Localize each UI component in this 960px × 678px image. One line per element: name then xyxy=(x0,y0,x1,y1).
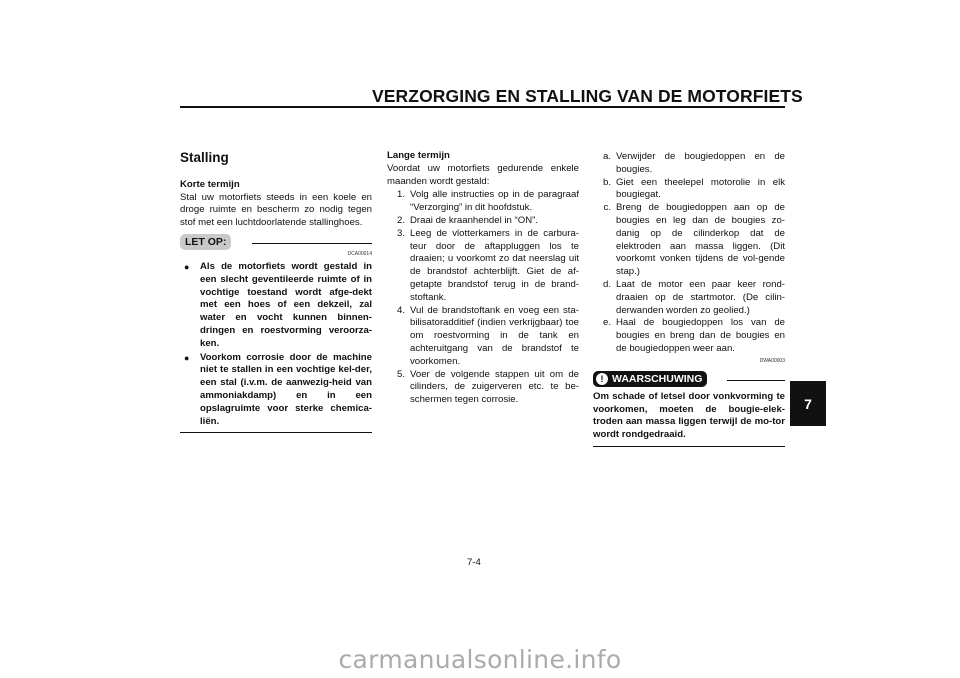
long-term-intro: Voordat uw motorfiets gedurende enkele maanden wordt gestald: xyxy=(387,162,579,187)
notice-bullet xyxy=(180,352,372,429)
header-rule xyxy=(180,106,785,108)
notice-badge: LET OP: xyxy=(180,234,231,250)
list-item xyxy=(593,279,785,317)
notice-rule xyxy=(252,243,372,244)
step-text: Leeg de vlotterkamers in de carbura-teur door de aftappluggen los te draaien; u voorkomt zo dat neerslag uit de brandstof achterblijft. Giet de af-getapte brandstof terug in de brand-stoftank. xyxy=(410,227,579,303)
exclamation-icon: ! xyxy=(596,373,608,385)
substep-text: Verwijder de bougiedoppen en de bougies. xyxy=(616,151,785,175)
long-term-heading: Lange termijn xyxy=(387,150,450,161)
substep-letter: b. xyxy=(602,176,611,188)
left-column xyxy=(180,150,372,433)
substep-text: Giet een theelepel motorolie in elk bougiegat. xyxy=(616,176,785,201)
warning-end-rule xyxy=(593,446,785,447)
substep-text: Haal de bougiedoppen los van de bougies en breng dan de bougies en de bougiedoppen weer aan. xyxy=(616,317,785,354)
warning-badge xyxy=(593,371,707,387)
section-title: Stalling xyxy=(180,150,229,165)
warning-rule xyxy=(727,380,785,381)
step-number: 5. xyxy=(396,368,405,380)
list-item xyxy=(593,202,785,279)
short-term-text: Stal uw motorfiets steeds in een koele en droge ruimte en bescherm zo nodig tegen stof met een luchtdoorlatende stallinghoes. xyxy=(180,191,372,229)
substep-text: Laat de motor een paar keer rond-draaien op de startmotor. (De cilin-derwanden worden zo geolied.) xyxy=(616,278,785,316)
chapter-tab: 7 xyxy=(790,381,826,426)
list-item xyxy=(593,151,785,177)
warning-text: Om schade of letsel door vonkvorming te voorkomen, moeten de bougie-elek-troden aan massa liggen terwijl de mo-tor wordt rondgedraaid. xyxy=(593,390,785,441)
page-header-title: VERZORGING EN STALLING VAN DE MOTORFIETS xyxy=(372,86,803,106)
right-column xyxy=(593,150,785,447)
notice-end-rule xyxy=(180,432,372,433)
list-item xyxy=(593,317,785,355)
list-item xyxy=(387,189,579,215)
substep-letter: c. xyxy=(603,202,611,214)
substep-letter: a. xyxy=(602,151,611,162)
steps-list xyxy=(387,189,579,407)
notice-bullet-text: Voorkom corrosie door de machine niet te stallen in een vochtige kel-der, een stal (i.v.m. de aanwezig-heid van ammoniakdamp) en in een opslagruimte voor sterke chemica-liën. xyxy=(200,351,372,427)
middle-column xyxy=(387,150,579,407)
warning-code: DWA00003 xyxy=(759,357,785,364)
step-text: Vul de brandstoftank en voeg een sta-bilisatoradditief (indien verkrijgbaar) toe om roestvorming in de tank en achteruitgang van de brandstof te voorkomen. xyxy=(410,304,579,367)
step-number: 3. xyxy=(396,227,405,239)
list-item xyxy=(387,215,579,228)
warning-label: WAARSCHUWING xyxy=(612,372,703,385)
bullet-icon: ● xyxy=(184,261,190,272)
substep-text: Breng de bougiedoppen aan op de bougies en leg dan de bougies zo-danig op de cilinderkop dat de elektroden aan massa liggen. (Dit voorkomt vonken tijdens de vol-gende stap.) xyxy=(616,202,785,278)
page-number: 7-4 xyxy=(467,557,481,568)
notice-code: DCA00014 xyxy=(347,250,372,257)
step-text: Draai de kraanhendel in “ON”. xyxy=(410,214,538,226)
watermark: carmanualsonline.info xyxy=(338,645,622,674)
step-number: 1. xyxy=(396,189,405,201)
list-item xyxy=(387,228,579,305)
substep-letter: e. xyxy=(602,317,611,329)
step-text: Voer de volgende stappen uit om de cilinders, de zuigerveren etc. te be-schermen tegen corrosie. xyxy=(410,368,579,406)
warning-header xyxy=(593,371,785,387)
step-number: 2. xyxy=(396,214,405,226)
step-number: 4. xyxy=(396,304,405,316)
list-item xyxy=(387,369,579,407)
bullet-icon: ● xyxy=(184,352,190,363)
notice-header xyxy=(180,234,372,250)
step-text: Volg alle instructies op in de paragraaf “Verzorging” in dit hoofdstuk. xyxy=(410,189,579,214)
short-term-heading: Korte termijn xyxy=(180,178,240,190)
list-item xyxy=(387,305,579,369)
substep-letter: d. xyxy=(602,278,611,290)
notice-bullet xyxy=(180,261,372,351)
list-item xyxy=(593,177,785,203)
notice-bullet-text: Als de motorfiets wordt gestald in een slecht geventileerde ruimte of in vochtige toestand wordt afge-dekt met een hoes of een dekzeil, zal water en vocht kunnen binnen-dringen en roestvorming veroorza-ken. xyxy=(200,260,372,349)
substeps-list xyxy=(593,151,785,356)
